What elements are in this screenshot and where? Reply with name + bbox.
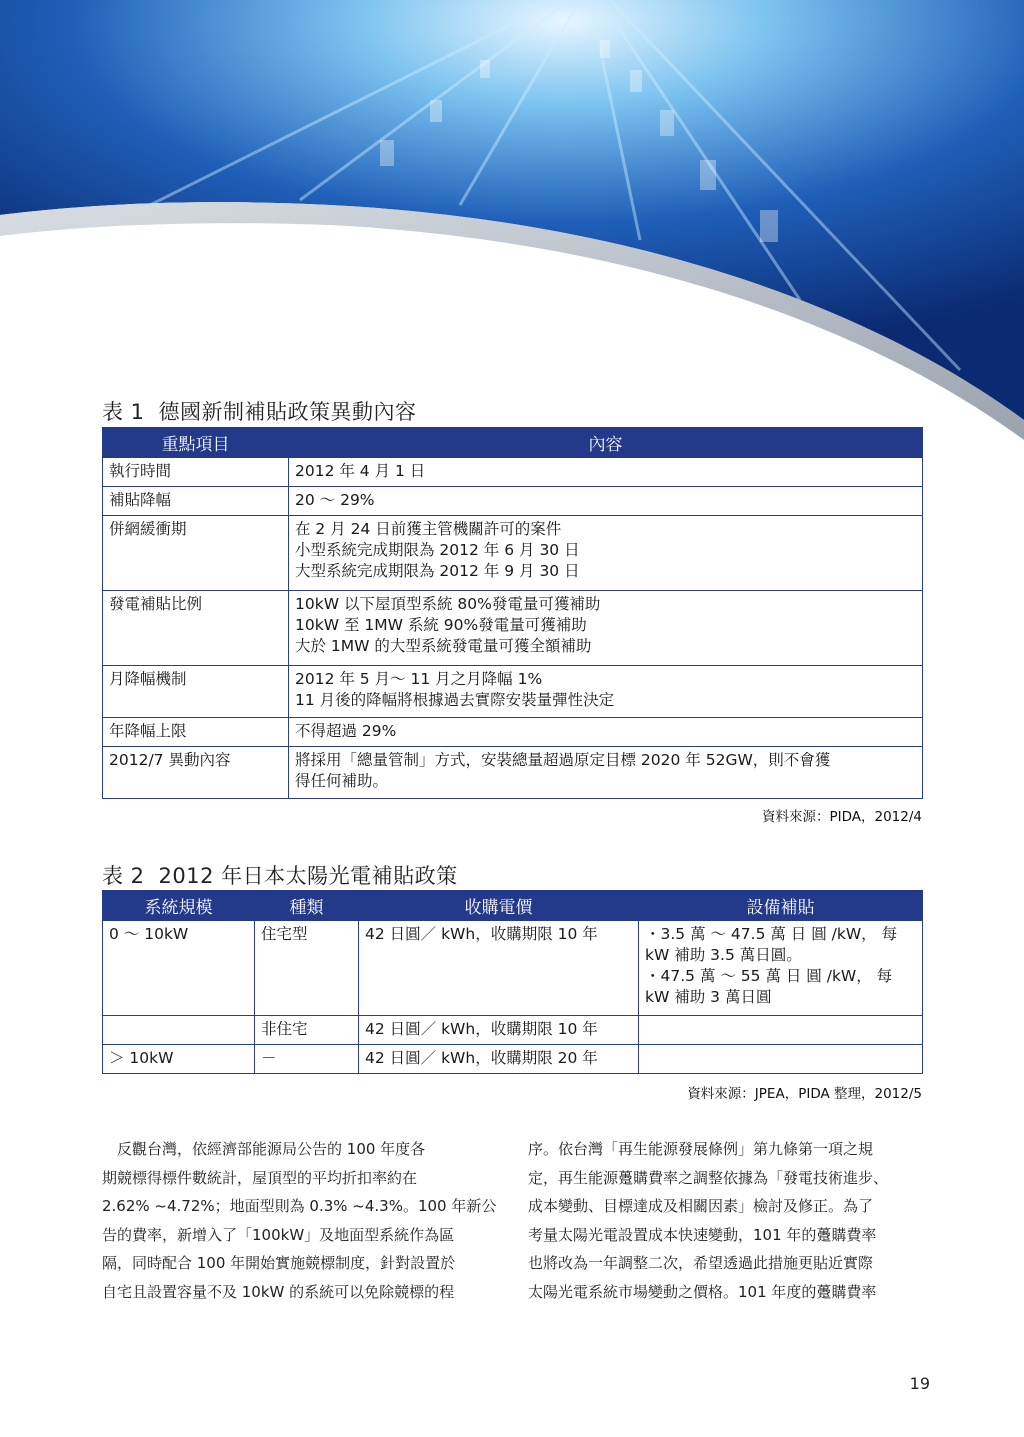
table1-content-cell [289, 666, 923, 718]
table1-row [103, 487, 923, 516]
table2-source: 資料來源：JPEA，PIDA 整理，2012/5 [687, 1086, 922, 1102]
body-text-line: 自宅且設置容量不及 10kW 的系統可以免除競標的程 [102, 1282, 455, 1301]
table2-price-cell: 42 日圓／ kWh，收購期限 20 年 [359, 1045, 639, 1074]
table2-type-cell: 非住宅 [255, 1016, 359, 1045]
table1-content-line: 將採用「總量管制」方式，安裝總量超過原定目標 2020 年 52GW，則不會獲 [295, 751, 831, 769]
table2-subsidy-cell [639, 1045, 923, 1074]
table1-content-line: 在 2 月 24 日前獲主管機關許可的案件 [295, 520, 562, 538]
table1 [102, 427, 923, 799]
table1-row [103, 591, 923, 666]
table2-header-subsidy: 設備補貼 [639, 891, 923, 921]
table1-content-cell [289, 591, 923, 666]
table1-item-cell: 2012/7 異動內容 [103, 747, 289, 799]
table1-content-line: 11 月後的降幅將根據過去實際安裝量彈性決定 [295, 691, 615, 709]
table2-row [103, 921, 923, 1016]
table1-row [103, 516, 923, 591]
table2-subsidy-line: ・3.5 萬 ～ 47.5 萬 日 圓 /kW， 每 [645, 925, 898, 943]
table1-item-cell: 發電補貼比例 [103, 591, 289, 666]
table1-content-cell [289, 487, 923, 516]
table1-content-line: 2012 年 4 月 1 日 [295, 462, 426, 480]
body-text-line: 期競標得標件數統計，屋頂型的平均折扣率約在 [102, 1168, 418, 1187]
body-text-line: 隔，同時配合 100 年開始實施競標制度，針對設置於 [102, 1254, 456, 1273]
table2-subsidy-line: ・47.5 萬 ～ 55 萬 日 圓 /kW， 每 [645, 967, 893, 985]
table2-scale-cell: 0 ～ 10kW [103, 921, 255, 1016]
table2-price-cell: 42 日圓／ kWh，收購期限 10 年 [359, 921, 639, 1016]
body-text-line: 成本變動、目標達成及相關因素」檢討及修正。為了 [528, 1197, 874, 1216]
table1-content-line: 得任何補助。 [295, 772, 389, 790]
body-text-line: 太陽光電系統市場變動之價格。101 年度的躉購費率 [528, 1282, 877, 1301]
table1-content-line: 小型系統完成期限為 2012 年 6 月 30 日 [295, 541, 580, 559]
table1-row [103, 747, 923, 799]
table2 [102, 890, 923, 1074]
table2-subsidy-line: kW 補助 3 萬日圓 [645, 988, 772, 1006]
table1-content-line: 大型系統完成期限為 2012 年 9 月 30 日 [295, 562, 580, 580]
body-text-right-column [528, 1135, 923, 1307]
table2-header-scale: 系統規模 [103, 891, 255, 921]
table1-content-line: 大於 1MW 的大型系統發電量可獲全額補助 [295, 637, 592, 655]
table2-title: 2012 年日本太陽光電補貼政策 [158, 864, 458, 888]
body-text-line: 也將改為一年調整二次，希望透過此措施更貼近實際 [528, 1254, 874, 1273]
table2-row [103, 1016, 923, 1045]
body-text-line: 反觀台灣，依經濟部能源局公告的 100 年度各 [102, 1140, 426, 1158]
table1-content-line: 10kW 以下屋頂型系統 80%發電量可獲補助 [295, 595, 601, 613]
body-text-line: 定，再生能源躉購費率之調整依據為「發電技術進步、 [528, 1168, 889, 1187]
body-text-line: 告的費率，新增入了「100kW」及地面型系統作為區 [102, 1225, 455, 1244]
table1-item-cell: 月降幅機制 [103, 666, 289, 718]
table1-number: 表 1 [102, 400, 145, 424]
table2-header-type: 種類 [255, 891, 359, 921]
table1-title: 德國新制補貼政策異動內容 [158, 400, 417, 424]
table1-item-cell: 併網緩衝期 [103, 516, 289, 591]
table2-header-price: 收購電價 [359, 891, 639, 921]
table2-scale-cell: ＞ 10kW [103, 1045, 255, 1074]
table1-content-line: 不得超過 29% [295, 722, 397, 740]
table1-content-cell [289, 516, 923, 591]
table1-content-line: 2012 年 5 月～ 11 月之月降幅 1% [295, 670, 543, 688]
body-text-left-column [102, 1135, 497, 1307]
header-banner-image [0, 0, 1024, 440]
table1-content-cell [289, 747, 923, 799]
table2-subsidy-cell [639, 1016, 923, 1045]
table1-content-line: 10kW 至 1MW 系統 90%發電量可獲補助 [295, 616, 587, 634]
table2-type-cell: 住宅型 [255, 921, 359, 1016]
body-text-line: 序。依台灣「再生能源發展條例」第九條第一項之規 [528, 1140, 874, 1158]
table1-header-item: 重點項目 [103, 428, 289, 458]
table1-item-cell: 執行時間 [103, 458, 289, 487]
table2-subsidy-cell [639, 921, 923, 1016]
table1-caption [102, 396, 417, 426]
page-number: 19 [909, 1374, 930, 1393]
table1-content-line: 20 ～ 29% [295, 491, 375, 509]
table1-content-cell [289, 458, 923, 487]
table2-type-cell: － [255, 1045, 359, 1074]
table2-row [103, 1045, 923, 1074]
table1-row [103, 718, 923, 747]
table1-item-cell: 年降幅上限 [103, 718, 289, 747]
table2-caption [102, 860, 458, 890]
table2-scale-cell [103, 1016, 255, 1045]
table2-price-cell: 42 日圓／ kWh，收購期限 10 年 [359, 1016, 639, 1045]
table1-header-content: 內容 [289, 428, 923, 458]
table1-row [103, 666, 923, 718]
table1-content-cell [289, 718, 923, 747]
table2-subsidy-line: kW 補助 3.5 萬日圓。 [645, 946, 802, 964]
table2-number: 表 2 [102, 864, 145, 888]
table1-item-cell: 補貼降幅 [103, 487, 289, 516]
table1-source: 資料來源：PIDA，2012/4 [761, 809, 922, 825]
body-text-line: 考量太陽光電設置成本快速變動，101 年的躉購費率 [528, 1225, 877, 1244]
body-text-line: 2.62% ~4.72%；地面型則為 0.3% ~4.3%。100 年新公 [102, 1197, 497, 1216]
table1-row [103, 458, 923, 487]
